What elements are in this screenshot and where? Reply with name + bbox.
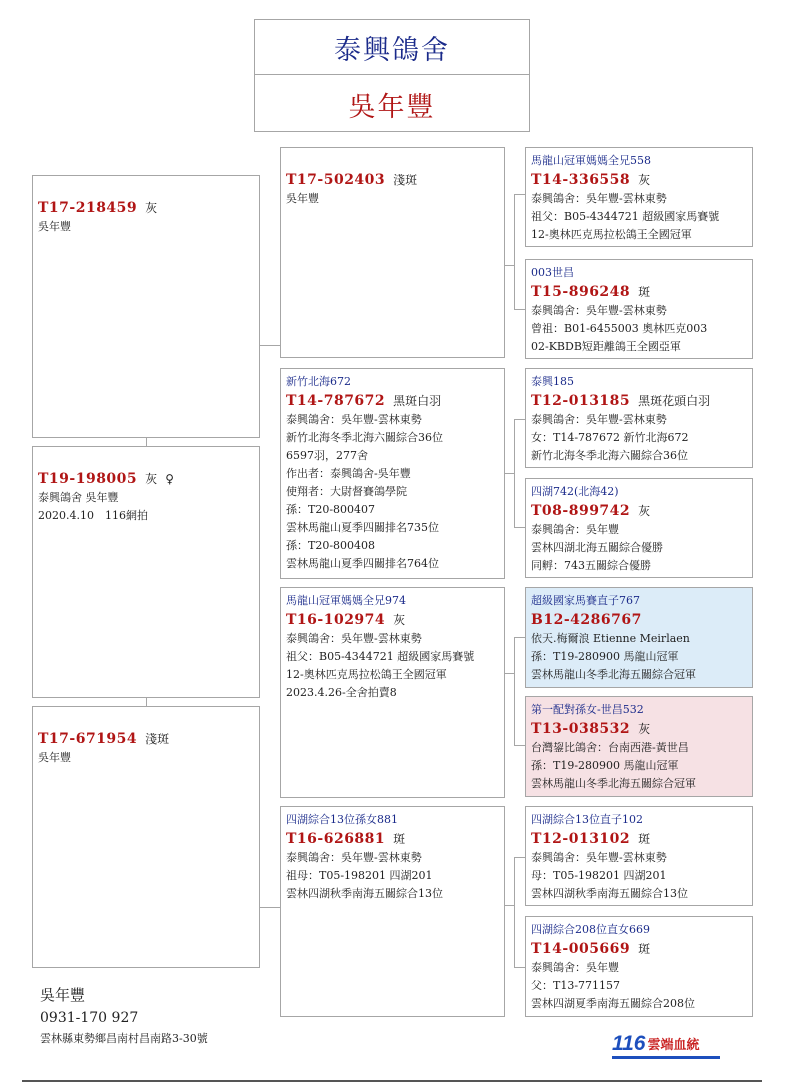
card-line: 同孵：743五關綜合優勝 [531,559,651,572]
ring-number: T17-502403 [286,172,386,188]
card-line: 泰興鴿舍：吳年豐-雲林東勢 [286,413,422,426]
card-line: 泰興鴿舍：吳年豐 [531,523,619,536]
ring-number: T16-626881 [286,831,386,847]
contact-address: 雲林縣東勢鄉昌南村昌南路3-30號 [40,1032,208,1045]
card-line: 泰興鴿舍：吳年豐-雲林東勢 [531,413,667,426]
grandparent-card [280,587,505,798]
card-line: 泰興鴿舍：吳年豐-雲林東勢 [531,304,667,317]
card-title: 第一配對孫女-世昌532 [531,703,644,716]
connector-line [259,345,280,346]
connector-line [514,637,515,745]
feather-color: 灰 [638,722,651,736]
connector-line [146,697,147,706]
connector-line [514,419,515,527]
card-line: 泰興鴿舍：吳年豐-雲林東勢 [531,851,667,864]
sire-card [32,175,260,438]
card-line: 台灣鋆比鴿舍：台南西港-黃世昌 [531,741,689,754]
feather-color: 灰 [638,504,651,518]
card-line: 吳年豐 [38,220,71,233]
card-line: 泰興鴿舍：吳年豐 [531,961,619,974]
ring-number: T08-899742 [531,503,631,519]
brand-logo [612,1031,700,1055]
ring-number: T12-013185 [531,393,631,409]
card-line: 雲林四湖北海五關綜合優勝 [531,541,663,554]
card-line: 孫：T19-280900 馬龍山冠軍 [531,650,679,663]
ring-number: T14-005669 [531,941,631,957]
card-line: 祖父：B05-4344721 超級國家馬賽號 [286,650,475,663]
card-line: 泰興鴿舍 吳年豐 [38,491,119,504]
logo-number: 116 [612,1032,646,1055]
card-title: 馬龍山冠軍媽媽全兄974 [286,594,406,607]
grandparent-card [280,147,505,358]
logo-underline [612,1056,720,1059]
ring-number: T16-102974 [286,612,386,628]
connector-line [504,473,514,474]
card-line: 雲林四湖秋季南海五關綜合13位 [531,887,688,900]
card-line: 雲林馬龍山夏季四關排名764位 [286,557,439,570]
card-line: 泰興鴿舍：吳年豐-雲林東勢 [286,851,422,864]
card-title: 四湖742(北海42) [531,485,619,498]
card-line: 02-KBDB短距離鴿王全國亞軍 [531,340,681,353]
dam-card [32,706,260,968]
feather-color: 黑斑白羽 [393,394,442,408]
card-title: 新竹北海672 [286,375,351,388]
card-line: 曾祖：B01-6455003 奧林匹克003 [531,322,708,335]
card-line: 祖父：B05-4344721 超級國家馬賽號 [531,210,720,223]
card-line: 女：T14-787672 新竹北海672 [531,431,689,444]
card-line: 雲林四湖夏季南海五關綜合208位 [531,997,695,1010]
ring-number: T19-198005 [38,471,138,487]
connector-line [514,857,515,967]
header-box [254,19,530,132]
great-grandparent-card [525,478,753,578]
card-line: 雲林馬龍山冬季北海五關綜合冠軍 [531,777,696,790]
connector-line [504,905,514,906]
card-line: 泰興鴿舍：吳年豐-雲林東勢 [531,192,667,205]
feather-color: 斑 [393,832,406,846]
great-grandparent-card [525,916,753,1017]
feather-color: 斑 [638,285,651,299]
bottom-divider [22,1080,762,1082]
great-grandparent-card [525,259,753,359]
ring-number: T14-787672 [286,393,386,409]
contact-phone: 0931-170 927 [40,1010,139,1026]
feather-color: 黑斑花頭白羽 [638,394,711,408]
feather-color: 斑 [638,942,651,956]
card-line: 孫：T20-800408 [286,539,376,552]
card-line: 祖母：T05-198201 四湖201 [286,869,433,882]
feather-color: 灰 [145,201,158,215]
card-line: 6597羽，277舍 [286,449,368,462]
ring-number: T14-336558 [531,172,631,188]
loft-name: 泰興鴿舍 [334,34,450,66]
card-line: 母：T05-198201 四湖201 [531,869,667,882]
feather-color: 灰 [638,173,651,187]
card-title: 003世昌 [531,266,574,279]
card-line: 2020.4.10 116網拍 [38,509,148,522]
connector-line [146,437,147,446]
logo-text: 雲端血統 [647,1038,700,1053]
card-line: 雲林四湖秋季南海五關綜合13位 [286,887,443,900]
contact-info [40,983,208,1049]
feather-color: 灰 [393,613,406,627]
card-line: 雲林馬龍山冬季北海五關綜合冠軍 [531,668,696,681]
feather-color: 淺斑 [145,732,170,746]
card-title: 四湖綜合208位直女669 [531,923,650,936]
ring-number: T12-013102 [531,831,631,847]
great-grandparent-card [525,147,753,247]
grandparent-card [280,806,505,1017]
card-title: 超級國家馬賽直子767 [531,594,640,607]
card-line: 父：T13-771157 [531,979,621,992]
connector-line [504,265,514,266]
ring-number: B12-4286767 [531,612,642,628]
feather-color: 淺斑 [393,173,418,187]
contact-name: 吳年豐 [40,986,86,1004]
card-title: 四湖綜合13位直子102 [531,813,643,826]
card-line: 12-奧林匹克馬拉松鴿王全國冠軍 [531,228,692,241]
card-line: 孫：T19-280900 馬龍山冠軍 [531,759,679,772]
card-line: 依天.梅爾浪 Etienne Meirlaen [531,632,690,645]
ring-number: T17-671954 [38,731,138,747]
card-line: 孫：T20-800407 [286,503,376,516]
great-grandparent-card [525,587,753,688]
card-line: 新竹北海冬季北海六關綜合36位 [531,449,688,462]
card-line: 使翔者：大尉督賽鴿學院 [286,485,407,498]
great-grandparent-card [525,806,753,906]
connector-line [259,907,280,908]
card-title: 馬龍山冠軍媽媽全兄558 [531,154,651,167]
grandparent-card [280,368,505,579]
card-line: 新竹北海冬季北海六關綜合36位 [286,431,443,444]
card-title: 四湖綜合13位孫女881 [286,813,398,826]
card-line: 吳年豐 [38,751,71,764]
ring-number: T17-218459 [38,200,138,216]
feather-color: 灰 [145,472,158,486]
card-line: 吳年豐 [286,192,319,205]
card-line: 作出者：泰興鴿舍-吳年豐 [286,467,411,480]
owner-name: 吳年豐 [348,91,436,123]
ring-number: T13-038532 [531,721,631,737]
feather-color: 斑 [638,832,651,846]
female-icon: ♀ [165,472,174,486]
connector-line [504,673,514,674]
connector-line [514,194,515,309]
great-grandparent-card [525,368,753,468]
card-line: 雲林馬龍山夏季四關排名735位 [286,521,439,534]
great-grandparent-card [525,696,753,797]
card-line: 2023.4.26-全舍拍賣8 [286,686,397,699]
subject-card [32,446,260,698]
ring-number: T15-896248 [531,284,631,300]
card-title: 泰興185 [531,375,574,388]
card-line: 泰興鴿舍：吳年豐-雲林東勢 [286,632,422,645]
card-line: 12-奧林匹克馬拉松鴿王全國冠軍 [286,668,447,681]
